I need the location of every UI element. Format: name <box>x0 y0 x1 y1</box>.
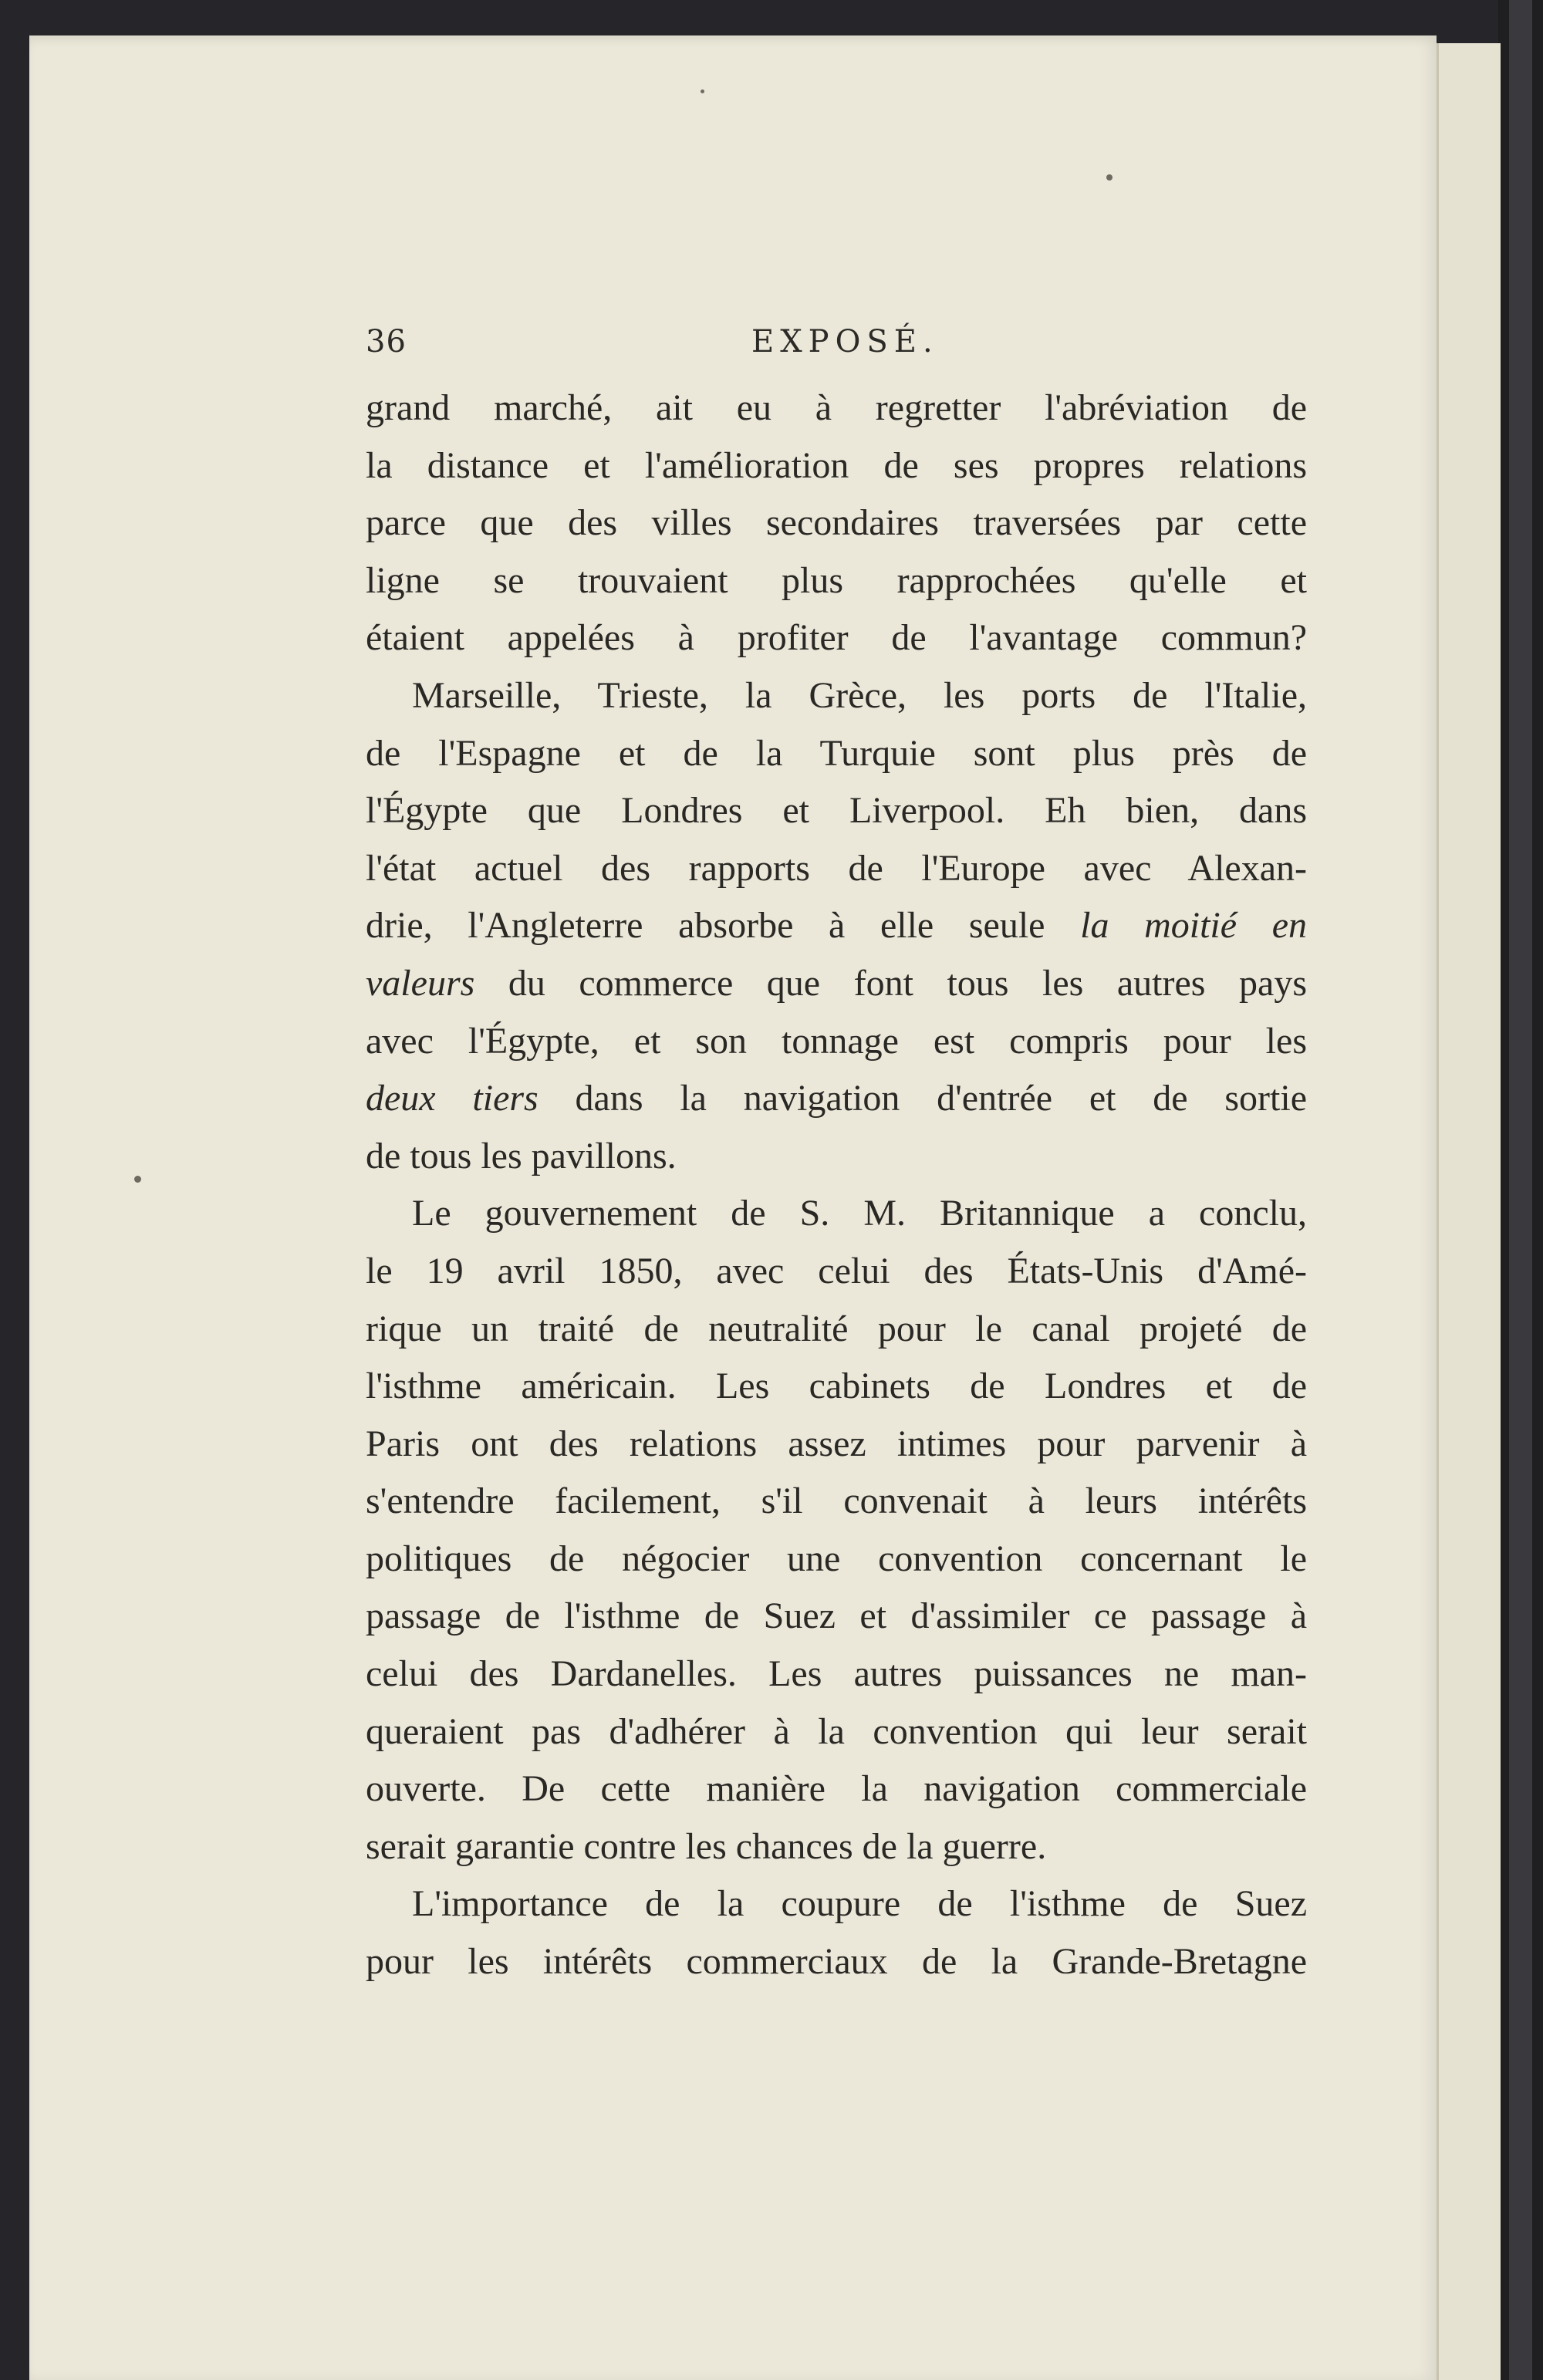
text-line: la distance et l'amélioration de ses propres relations <box>366 444 1307 486</box>
text-run: dans la navigation d'entrée et de sortie <box>575 1078 1308 1119</box>
text-line: de tous les pavillons. <box>366 1135 677 1176</box>
italic-run: la moitié en <box>1080 905 1308 947</box>
paper-speck <box>134 1176 141 1183</box>
text-line: ouverte. De cette manière la navigation commerciale <box>366 1768 1307 1810</box>
text-line: Paris ont des relations assez intimes pour parvenir à <box>366 1423 1307 1464</box>
text-line: rique un traité de neutralité pour le canal projeté de <box>366 1308 1307 1349</box>
italic-run: deux tiers <box>366 1078 539 1119</box>
text-line: Le gouvernement de S. M. Britannique a conclu, <box>412 1193 1307 1234</box>
scanner-background <box>1498 0 1543 2380</box>
paper-speck <box>1106 174 1113 181</box>
italic-run: valeurs <box>366 962 475 1004</box>
text-line: politiques de négocier une convention concernant le <box>366 1538 1307 1579</box>
text-line: Marseille, Trieste, la Grèce, les ports de l'Italie, <box>412 674 1307 716</box>
text-line <box>366 1070 1307 1128</box>
text-line <box>366 955 1307 1013</box>
next-page-edge <box>1437 43 1501 2380</box>
text-line: passage de l'isthme de Suez et d'assimiler ce passage à <box>366 1595 1307 1637</box>
text-line: parce que des villes secondaires traversées par cette <box>366 502 1307 544</box>
text-line: celui des Dardanelles. Les autres puissances ne man- <box>366 1653 1307 1695</box>
body-text <box>366 380 1307 1991</box>
running-head: EXPOSÉ. <box>751 324 939 360</box>
text-line: queraient pas d'adhérer à la convention qui leur serait <box>366 1710 1307 1752</box>
text-line: l'Égypte que Londres et Liverpool. Eh bien, dans <box>366 790 1307 832</box>
page-header <box>366 324 1307 370</box>
text-line: ligne se trouvaient plus rapprochées qu'elle et <box>366 559 1307 601</box>
text-line: le 19 avril 1850, avec celui des États-Unis d'Amé- <box>366 1250 1307 1291</box>
text-line: pour les intérêts commerciaux de la Grande-Bretagne <box>366 1941 1307 1983</box>
text-line <box>366 897 1307 955</box>
text-line: avec l'Égypte, et son tonnage est compris pour les <box>366 1020 1307 1062</box>
text-line: étaient appelées à profiter de l'avantage commun? <box>366 617 1307 659</box>
text-run: drie, l'Angleterre absorbe à elle seule <box>366 905 1045 947</box>
text-line: de l'Espagne et de la Turquie sont plus près de <box>366 732 1307 774</box>
text-line: grand marché, ait eu à regretter l'abréviation de <box>366 387 1307 428</box>
text-line: L'importance de la coupure de l'isthme de Suez <box>412 1883 1307 1925</box>
page-number: 36 <box>366 324 407 360</box>
paper-speck <box>701 89 704 93</box>
text-line: l'isthme américain. Les cabinets de Londres et de <box>366 1366 1307 1407</box>
text-line: l'état actuel des rapports de l'Europe avec Alexan- <box>366 847 1307 889</box>
text-line: s'entendre facilement, s'il convenait à leurs intérêts <box>366 1480 1307 1522</box>
text-run: du commerce que font tous les autres pays <box>508 962 1307 1004</box>
text-line: serait garantie contre les chances de la guerre. <box>366 1825 1047 1867</box>
scanner-strip <box>1509 0 1532 2380</box>
